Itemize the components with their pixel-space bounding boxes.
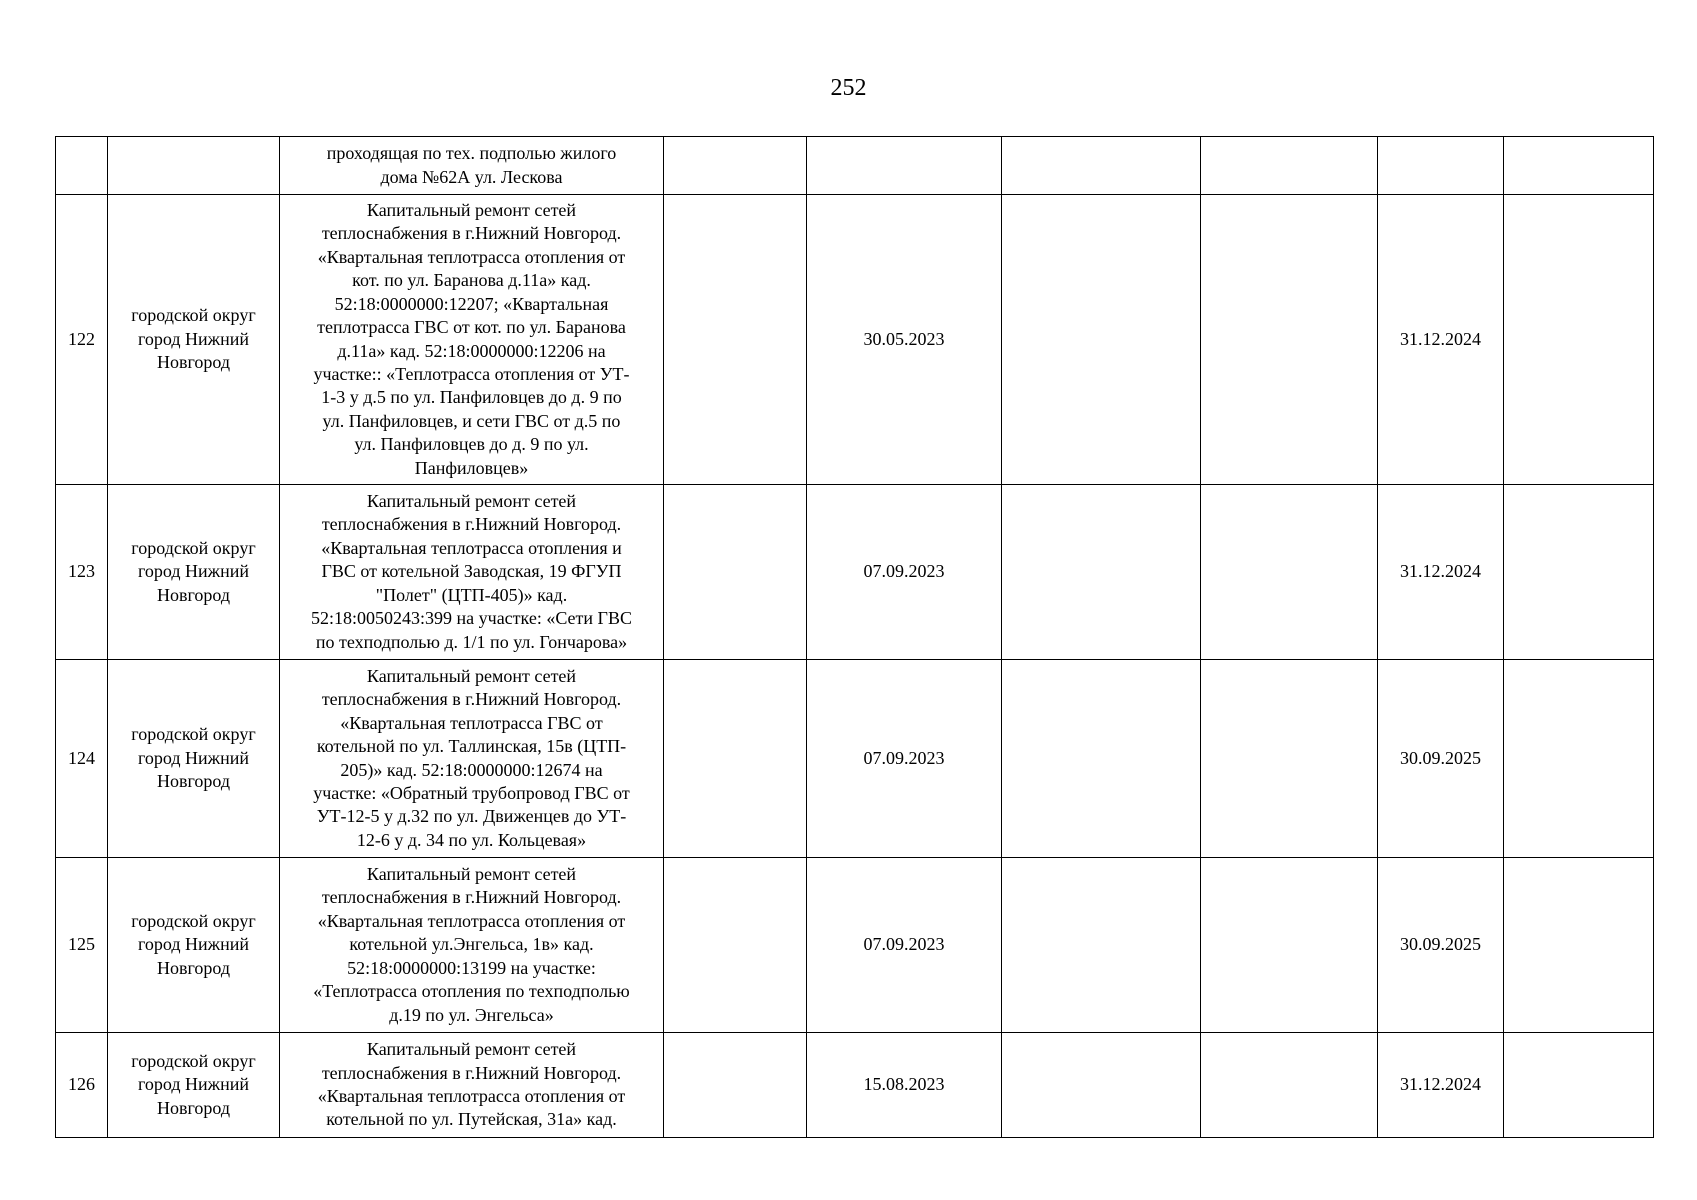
empty-cell	[1201, 137, 1378, 195]
end-date-cell: 30.09.2025	[1378, 660, 1504, 858]
description-cell	[280, 195, 664, 485]
description-cell	[280, 1033, 664, 1138]
empty-cell	[1504, 1033, 1654, 1138]
description-line: «Теплотрасса отопления по техподполью	[313, 981, 630, 1002]
municipality-line: Новгород	[156, 957, 231, 978]
start-date-cell: 07.09.2023	[807, 858, 1002, 1033]
table-row	[56, 858, 1654, 1033]
description-line: 52:18:0000000:12207; «Квартальная	[334, 293, 609, 314]
empty-cell	[1504, 485, 1654, 660]
description-line: теплотрасса ГВС от кот. по ул. Баранова	[317, 317, 626, 338]
description-line: проходящая по тех. подполью жилого	[326, 143, 617, 164]
empty-cell	[1504, 137, 1654, 195]
description-cell	[280, 137, 664, 195]
description-line: 52:18:0000000:13199 на участке:	[347, 957, 596, 978]
description-cell	[280, 660, 664, 858]
description-line: 205)» кад. 52:18:0000000:12674 на	[340, 759, 603, 780]
row-number-cell: 126	[56, 1033, 108, 1138]
row-number-cell: 125	[56, 858, 108, 1033]
empty-cell	[1504, 858, 1654, 1033]
municipality-line: город Нижний	[137, 328, 250, 349]
description-line: дома №62А ул. Лескова	[380, 166, 563, 187]
description-line: участке: «Обратный трубопровод ГВС от	[313, 782, 630, 803]
description-line: 12-6 у д. 34 по ул. Кольцевая»	[356, 829, 587, 850]
start-date-cell: 30.05.2023	[807, 195, 1002, 485]
municipality-cell	[108, 858, 280, 1033]
municipality-line: город Нижний	[137, 747, 250, 768]
empty-cell	[1002, 137, 1201, 195]
empty-cell	[664, 137, 807, 195]
table-row	[56, 1033, 1654, 1138]
municipality-line: Новгород	[156, 771, 231, 792]
empty-cell	[664, 195, 807, 485]
description-line: теплоснабжения в г.Нижний Новгород.	[321, 1062, 622, 1083]
description-line: "Полет" (ЦТП-405)» кад.	[375, 584, 568, 605]
page-number: 252	[830, 75, 867, 101]
description-line: Капитальный ремонт сетей	[366, 864, 577, 885]
empty-cell	[1002, 858, 1201, 1033]
end-date-cell	[1378, 137, 1504, 195]
description-line: д.11а» кад. 52:18:0000000:12206 на	[337, 340, 606, 361]
description-line: участке:: «Теплотрасса отопления от УТ-	[313, 363, 630, 384]
description-line: котельной ул.Энгельса, 1в» кад.	[349, 934, 594, 955]
description-line: 1-3 у д.5 по ул. Панфиловцев до д. 9 по	[321, 387, 622, 408]
empty-cell	[664, 660, 807, 858]
municipality-line: городской округ	[131, 537, 256, 558]
municipality-line: городской округ	[131, 305, 256, 326]
description-line: Капитальный ремонт сетей	[366, 1039, 577, 1060]
empty-cell	[1002, 1033, 1201, 1138]
municipality-line: городской округ	[131, 1050, 256, 1071]
empty-cell	[1002, 660, 1201, 858]
municipality-line: городской округ	[131, 910, 256, 931]
empty-cell	[1201, 660, 1378, 858]
end-date-cell: 31.12.2024	[1378, 195, 1504, 485]
description-line: котельной по ул. Таллинская, 15в (ЦТП-	[316, 736, 627, 757]
empty-cell	[1201, 1033, 1378, 1138]
municipality-cell	[108, 195, 280, 485]
start-date-cell: 07.09.2023	[807, 485, 1002, 660]
description-line: ул. Панфиловцев, и сети ГВС от д.5 по	[322, 410, 621, 431]
description-line: 52:18:0050243:399 на участке: «Сети ГВС	[311, 608, 632, 629]
empty-cell	[664, 485, 807, 660]
works-register-table	[55, 136, 1654, 1138]
description-line: д.19 по ул. Энгельса»	[389, 1004, 554, 1025]
empty-cell	[1504, 660, 1654, 858]
empty-cell	[664, 858, 807, 1033]
empty-cell	[1201, 858, 1378, 1033]
description-line: котельной по ул. Путейская, 31а» кад.	[326, 1109, 617, 1130]
municipality-line: город Нижний	[137, 561, 250, 582]
description-cell	[280, 858, 664, 1033]
description-line: теплоснабжения в г.Нижний Новгород.	[321, 514, 622, 535]
description-cell	[280, 485, 664, 660]
description-line: Капитальный ремонт сетей	[366, 491, 577, 512]
end-date-cell: 31.12.2024	[1378, 1033, 1504, 1138]
empty-cell	[1002, 485, 1201, 660]
row-number-cell: 122	[56, 195, 108, 485]
table-body	[56, 137, 1654, 1138]
description-line: Панфиловцев»	[414, 457, 529, 478]
description-line: «Квартальная теплотрасса отопления и	[321, 537, 622, 558]
municipality-cell	[108, 485, 280, 660]
start-date-cell	[807, 137, 1002, 195]
table-row	[56, 485, 1654, 660]
municipality-line: Новгород	[156, 352, 231, 373]
row-number-cell	[56, 137, 108, 195]
description-line: «Квартальная теплотрасса отопления от	[317, 1086, 626, 1106]
municipality-line: городской округ	[131, 724, 256, 745]
municipality-cell	[108, 137, 280, 195]
description-line: ул. Панфиловцев до д. 9 по ул.	[354, 434, 589, 455]
table-row	[56, 660, 1654, 858]
description-line: теплоснабжения в г.Нижний Новгород.	[321, 223, 622, 244]
municipality-line: Новгород	[156, 1097, 231, 1118]
empty-cell	[1504, 195, 1654, 485]
empty-cell	[664, 1033, 807, 1138]
description-line: Капитальный ремонт сетей	[366, 200, 577, 221]
description-line: кот. по ул. Баранова д.11а» кад.	[352, 270, 591, 291]
municipality-cell	[108, 1033, 280, 1138]
municipality-cell	[108, 660, 280, 858]
start-date-cell: 07.09.2023	[807, 660, 1002, 858]
row-number-cell: 123	[56, 485, 108, 660]
description-line: УТ-12-5 у д.32 по ул. Движенцев до УТ-	[316, 806, 627, 827]
empty-cell	[1201, 195, 1378, 485]
row-number-cell: 124	[56, 660, 108, 858]
empty-cell	[1002, 195, 1201, 485]
table-row	[56, 195, 1654, 485]
start-date-cell: 15.08.2023	[807, 1033, 1002, 1138]
table-row	[56, 137, 1654, 195]
empty-cell	[1201, 485, 1378, 660]
end-date-cell: 30.09.2025	[1378, 858, 1504, 1033]
description-line: «Квартальная теплотрасса ГВС от	[340, 712, 603, 733]
municipality-line: Новгород	[156, 584, 231, 605]
municipality-line: город Нижний	[137, 1074, 250, 1095]
description-line: теплоснабжения в г.Нижний Новгород.	[321, 887, 622, 908]
municipality-line: город Нижний	[137, 934, 250, 955]
description-line: «Квартальная теплотрасса отопления от	[317, 910, 626, 931]
description-line: ГВС от котельной Заводская, 19 ФГУП	[321, 561, 622, 582]
description-line: по техподполью д. 1/1 по ул. Гончарова»	[315, 631, 628, 652]
description-line: теплоснабжения в г.Нижний Новгород.	[321, 689, 622, 710]
description-line: «Квартальная теплотрасса отопления от	[317, 246, 626, 267]
description-line: Капитальный ремонт сетей	[366, 665, 577, 686]
end-date-cell: 31.12.2024	[1378, 485, 1504, 660]
